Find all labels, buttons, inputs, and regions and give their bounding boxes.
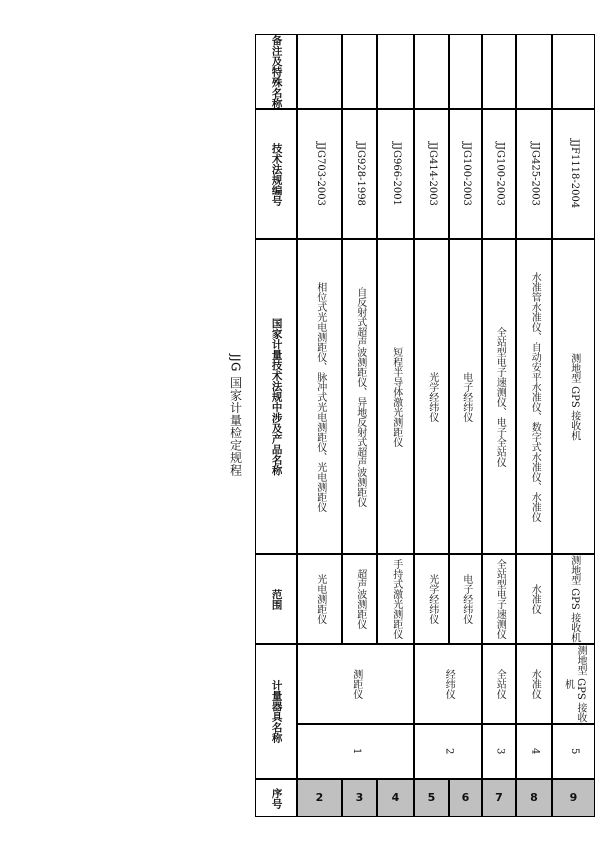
header-code	[255, 109, 297, 239]
code-cell-text: JJG100-2003	[460, 142, 472, 206]
scope-cell	[342, 554, 377, 644]
code-cell	[516, 109, 552, 239]
scope-cell	[516, 554, 552, 644]
code-cell-text: JJG966-2001	[390, 142, 402, 206]
code-cell-text: JJG703-2003	[314, 142, 326, 206]
scope-cell-text: 光电测距仪	[314, 574, 326, 624]
group-number-cell	[482, 724, 516, 779]
seq-cell-text: 2	[315, 791, 324, 805]
header-scope-text: 范围	[270, 588, 283, 610]
regulation-table	[255, 34, 595, 817]
code-cell	[414, 109, 449, 239]
products-cell-text: 短程半导体激光测距仪	[390, 346, 402, 447]
instrument-name-cell	[482, 644, 516, 724]
header-products	[255, 239, 297, 554]
seq-cell-text: 8	[530, 791, 538, 805]
seq-cell	[342, 779, 377, 817]
code-cell	[297, 109, 342, 239]
products-cell-text: 光学经纬仪	[426, 371, 438, 422]
instrument-name-cell	[516, 644, 552, 724]
products-cell	[552, 239, 595, 554]
code-cell-text: JJG100-2003	[494, 142, 506, 206]
products-cell-text: 自反射式超声波测距仪、异地反射式超声波测距仪	[354, 286, 366, 507]
scope-cell-text: 全站型电子速测仪	[494, 559, 506, 639]
group-number-cell-text: 2	[443, 748, 455, 755]
seq-cell	[414, 779, 449, 817]
products-cell-text: 相位式光电测距仪、脉冲式光电测距仪、光电测距仪	[314, 281, 326, 512]
header-code-text: 技术法规编号	[270, 142, 283, 206]
products-cell	[516, 239, 552, 554]
instrument-name-cell	[414, 644, 482, 724]
seq-cell-text: 7	[495, 791, 503, 805]
remarks-cell	[414, 34, 449, 109]
scope-cell	[482, 554, 516, 644]
code-cell	[342, 109, 377, 239]
remarks-cell	[482, 34, 516, 109]
code-cell-text: JJG414-2003	[426, 142, 438, 206]
header-products-text: 国家计量技术法规中涉及产品名称	[270, 317, 283, 476]
group-number-cell	[552, 724, 595, 779]
group-number-cell	[516, 724, 552, 779]
group-number-cell-text: 1	[350, 748, 362, 755]
products-cell-text: 水准管水准仪、自动安平水准仪、数字式水准仪、水准仪	[529, 271, 541, 522]
seq-cell	[449, 779, 482, 817]
products-cell	[377, 239, 414, 554]
seq-cell	[516, 779, 552, 817]
products-cell-text: 全站型电子速测仪、电子全站仪	[494, 326, 506, 467]
header-scope	[255, 554, 297, 644]
products-cell	[414, 239, 449, 554]
seq-cell	[297, 779, 342, 817]
header-remarks-text: 备注及特殊名称	[270, 34, 283, 109]
group-number-cell	[297, 724, 414, 779]
scope-cell	[449, 554, 482, 644]
instrument-name-cell	[552, 644, 595, 724]
products-cell-text: 电子经纬仪	[460, 371, 472, 422]
code-cell-text: JJG928-1998	[354, 142, 366, 206]
scope-cell	[377, 554, 414, 644]
seq-cell	[552, 779, 595, 817]
scope-cell-text: 超声波测距仪	[354, 569, 366, 629]
header-instrument	[255, 644, 297, 779]
seq-cell-text: 4	[391, 791, 400, 805]
products-cell	[482, 239, 516, 554]
header-remarks	[255, 34, 297, 109]
scope-cell-text: 光学经纬仪	[426, 574, 438, 624]
products-cell-text: 测地型 GPS 接收机	[568, 352, 580, 441]
products-cell	[342, 239, 377, 554]
remarks-cell	[342, 34, 377, 109]
scope-cell-text: 测地型 GPS 接收机	[568, 555, 580, 643]
scope-cell	[552, 554, 595, 644]
seq-cell-text: 5	[427, 791, 436, 805]
scope-cell	[414, 554, 449, 644]
instrument-name-cell-text: 经纬仪	[443, 669, 455, 699]
remarks-cell	[552, 34, 595, 109]
instrument-name-cell-text: 测地型 GPS 接收机	[562, 645, 586, 723]
header-seq	[255, 779, 297, 817]
products-cell	[449, 239, 482, 554]
seq-cell	[377, 779, 414, 817]
seq-cell-text: 6	[461, 791, 470, 805]
code-cell-text: JJF1118-2004	[568, 139, 580, 209]
code-cell	[377, 109, 414, 239]
instrument-name-cell-text: 测距仪	[350, 669, 362, 699]
document-title: JJG 国家计量检定规程	[228, 353, 243, 477]
instrument-name-cell	[297, 644, 414, 724]
scope-cell-text: 手持式激光测距仪	[390, 559, 402, 639]
products-cell	[297, 239, 342, 554]
group-number-cell-text: 3	[494, 748, 506, 755]
remarks-cell	[297, 34, 342, 109]
code-cell-text: JJG425-2003	[529, 142, 541, 206]
code-cell	[552, 109, 595, 239]
header-seq-text: 序号	[270, 787, 283, 809]
remarks-cell	[516, 34, 552, 109]
instrument-name-cell-text: 水准仪	[529, 669, 541, 699]
scope-cell-text: 水准仪	[529, 584, 541, 614]
remarks-cell	[377, 34, 414, 109]
group-number-cell-text: 4	[529, 748, 541, 755]
scope-cell	[297, 554, 342, 644]
remarks-cell	[449, 34, 482, 109]
seq-cell-text: 3	[355, 791, 364, 805]
group-number-cell	[414, 724, 482, 779]
instrument-name-cell-text: 全站仪	[494, 669, 506, 699]
seq-cell	[482, 779, 516, 817]
scope-cell-text: 电子经纬仪	[460, 574, 472, 624]
header-instrument-text: 计量器具名称	[270, 680, 283, 743]
seq-cell-text: 9	[569, 791, 578, 805]
code-cell	[449, 109, 482, 239]
code-cell	[482, 109, 516, 239]
group-number-cell-text: 5	[568, 748, 580, 755]
